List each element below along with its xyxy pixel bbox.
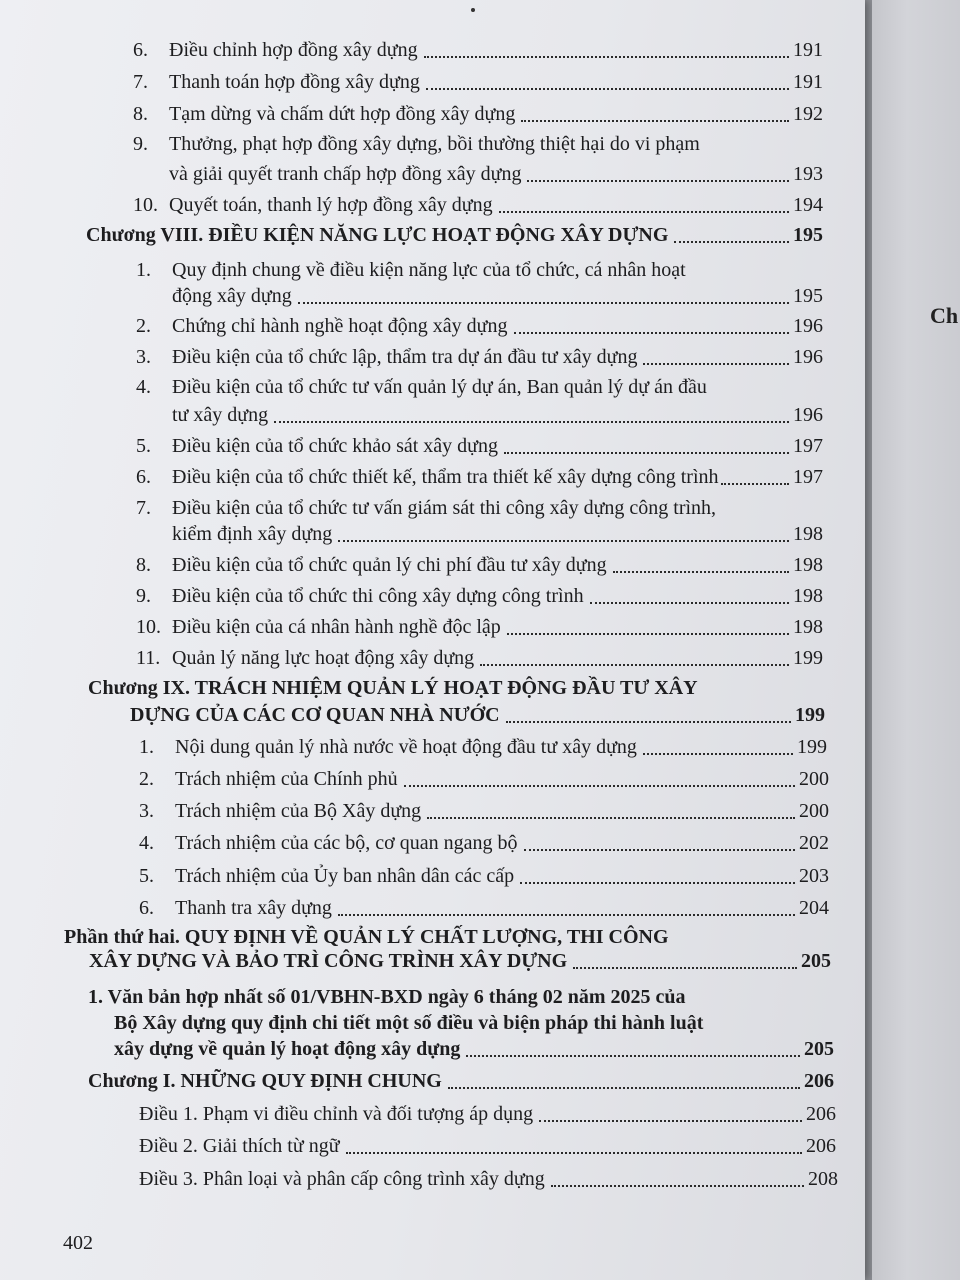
toc-entry xyxy=(139,1131,836,1161)
toc-entry-page: 198 xyxy=(793,554,823,576)
toc-entry-title: Điều kiện của tổ chức quản lý chi phí đầu tư xây dựng xyxy=(172,554,607,576)
toc-entry-title: Quyết toán, thanh lý hợp đồng xây dựng xyxy=(169,194,493,216)
toc-entry-page: 206 xyxy=(806,1103,836,1125)
next-page-edge xyxy=(872,0,960,1280)
toc-entry-number: 8. xyxy=(136,554,151,576)
toc-entry-page: 200 xyxy=(799,768,829,790)
toc-entry-page: 197 xyxy=(793,466,823,488)
toc-entry-title: Nội dung quản lý nhà nước về hoạt động đầu tư xây dựng xyxy=(175,736,637,758)
toc-entry-page: 198 xyxy=(793,523,823,545)
toc-entry-first-line xyxy=(136,372,707,402)
toc-entry-title-cont: và giải quyết tranh chấp hợp đồng xây dựng xyxy=(169,163,522,185)
toc-part-continuation xyxy=(89,946,831,976)
toc-entry-title-cont: động xây dựng xyxy=(172,285,292,307)
toc-entry-title: Trách nhiệm của các bộ, cơ quan ngang bộ xyxy=(175,832,518,854)
dot-leader xyxy=(507,625,789,635)
toc-entry-number: 3. xyxy=(139,800,154,822)
toc-entry-title: Quản lý năng lực hoạt động xây dựng xyxy=(172,647,475,669)
toc-entry-page: 196 xyxy=(793,346,823,368)
toc-entry-number: 6. xyxy=(139,897,154,919)
toc-entry-title: Quy định chung về điều kiện năng lực của tổ chức, cá nhân hoạt xyxy=(172,259,686,281)
toc-chapter-first-line xyxy=(88,673,698,703)
toc-entry-first-line xyxy=(133,129,700,159)
dot-leader xyxy=(448,1079,800,1089)
toc-entry xyxy=(136,581,823,611)
toc-entry-page: 202 xyxy=(799,832,829,854)
toc-entry-title-cont: tư xây dựng xyxy=(172,404,269,426)
toc-entry-title: Trách nhiệm của Chính phủ xyxy=(175,768,398,790)
toc-entry-page: 195 xyxy=(793,224,823,246)
dot-leader xyxy=(427,809,795,819)
toc-entry-page: 204 xyxy=(799,897,829,919)
toc-entry-title: Điều 2. Giải thích từ ngữ xyxy=(139,1135,340,1157)
toc-entry-page: 199 xyxy=(795,704,825,726)
toc-entry-page: 208 xyxy=(808,1168,838,1190)
toc-entry-continuation xyxy=(172,281,823,311)
toc-entry-title-cont: kiểm định xây dựng xyxy=(172,523,333,545)
toc-entry-title: Điều kiện của tổ chức thiết kế, thẩm tra thiết kế xây dựng công trình xyxy=(172,466,719,488)
toc-entry xyxy=(133,99,823,129)
toc-entry-page: 192 xyxy=(793,103,823,125)
dot-leader xyxy=(298,294,789,304)
toc-entry-title: Tạm dừng và chấm dứt hợp đồng xây dựng xyxy=(169,103,516,125)
toc-entry-title: Thưởng, phạt hợp đồng xây dựng, bồi thường thiệt hại do vi phạm xyxy=(169,133,700,155)
toc-entry-number: 6. xyxy=(133,39,148,61)
toc-entry-number: 11. xyxy=(136,647,161,669)
toc-entry-page: 191 xyxy=(793,71,823,93)
dot-leader xyxy=(466,1047,800,1057)
toc-entry-continuation xyxy=(172,519,823,549)
toc-entry-title: Điều kiện của tổ chức tư vấn quản lý dự án, Ban quản lý dự án đầu xyxy=(172,376,707,398)
toc-entry-title: Điều kiện của tổ chức khảo sát xây dựng xyxy=(172,435,499,457)
toc-entry xyxy=(136,643,823,673)
toc-entry xyxy=(136,342,823,372)
dot-leader xyxy=(426,80,789,90)
page-number: 402 xyxy=(63,1232,93,1254)
toc-entry xyxy=(139,796,829,826)
next-page-fragment: Ch xyxy=(930,303,959,328)
toc-entry-continuation xyxy=(172,400,823,430)
toc-entry-number: 6. xyxy=(136,466,151,488)
toc-entry xyxy=(133,35,823,65)
toc-chapter xyxy=(88,1066,834,1096)
toc-entry-title: Điều 3. Phân loại và phân cấp công trình xây dựng xyxy=(139,1168,545,1190)
toc-entry-number: 7. xyxy=(136,497,151,519)
toc-entry-number: 1. xyxy=(139,736,154,758)
dot-leader xyxy=(527,172,789,182)
toc-entry-title: Chứng chỉ hành nghề hoạt động xây dựng xyxy=(172,315,508,337)
toc-entry-page: 191 xyxy=(793,39,823,61)
toc-document-title-cont2: xây dựng về quản lý hoạt động xây dựng xyxy=(114,1038,461,1060)
dot-leader xyxy=(674,233,789,243)
toc-entry-number: 4. xyxy=(136,376,151,398)
toc-entry-page: 194 xyxy=(793,194,823,216)
toc-entry xyxy=(136,311,823,341)
dot-leader xyxy=(643,745,793,755)
toc-part-title-cont: XÂY DỰNG VÀ BẢO TRÌ CÔNG TRÌNH XÂY DỰNG xyxy=(89,950,568,972)
toc-entry-number: 8. xyxy=(133,103,148,125)
toc-entry-number: 2. xyxy=(139,768,154,790)
dot-leader xyxy=(613,563,789,573)
dot-leader xyxy=(338,532,789,542)
toc-entry-page: 199 xyxy=(793,647,823,669)
toc-document-title-cont: Bộ Xây dựng quy định chi tiết một số điều và biện pháp thi hành luật xyxy=(114,1012,704,1034)
toc-entry-title: Thanh toán hợp đồng xây dựng xyxy=(169,71,420,93)
toc-chapter-title-cont: DỰNG CỦA CÁC CƠ QUAN NHÀ NƯỚC xyxy=(130,704,500,726)
toc-entry-number: 9. xyxy=(136,585,151,607)
toc-entry xyxy=(139,828,829,858)
toc-entry-page: 199 xyxy=(797,736,827,758)
dot-leader xyxy=(590,594,789,604)
dot-leader xyxy=(346,1144,802,1154)
toc-entry-page: 197 xyxy=(793,435,823,457)
toc-entry xyxy=(139,1164,838,1194)
toc-entry xyxy=(133,67,823,97)
dot-leader xyxy=(424,48,789,58)
toc-chapter-title: Chương I. NHỮNG QUY ĐỊNH CHUNG xyxy=(88,1070,442,1092)
toc-entry-title: Thanh tra xây dựng xyxy=(175,897,332,919)
toc-entry-number: 5. xyxy=(139,865,154,887)
toc-entry-number: 10. xyxy=(136,616,161,638)
toc-entry xyxy=(136,431,823,461)
toc-entry-number: 2. xyxy=(136,315,151,337)
toc-entry-page: 200 xyxy=(799,800,829,822)
dot-leader xyxy=(504,444,789,454)
toc-entry-number: 3. xyxy=(136,346,151,368)
toc-entry-title: Trách nhiệm của Bộ Xây dựng xyxy=(175,800,422,822)
toc-entry-title: Điều kiện của tổ chức lập, thẩm tra dự án đầu tư xây dựng xyxy=(172,346,638,368)
toc-entry-page: 198 xyxy=(793,616,823,638)
toc-entry-title: Trách nhiệm của Ủy ban nhân dân các cấp xyxy=(175,865,515,887)
toc-entry-title: Điều chỉnh hợp đồng xây dựng xyxy=(169,39,418,61)
dot-leader xyxy=(524,841,795,851)
toc-entry-page: 196 xyxy=(793,315,823,337)
toc-part-title: Phần thứ hai. QUY ĐỊNH VỀ QUẢN LÝ CHẤT LƯỢNG, THI CÔNG xyxy=(64,926,669,948)
dot-leader xyxy=(573,959,797,969)
toc-entry-number: 5. xyxy=(136,435,151,457)
toc-entry-page: 196 xyxy=(793,404,823,426)
toc-entry-title: Điều kiện của tổ chức thi công xây dựng công trình xyxy=(172,585,584,607)
dot-leader xyxy=(404,777,795,787)
toc-entry xyxy=(136,462,823,492)
toc-entry xyxy=(139,732,827,762)
toc-chapter-continuation xyxy=(130,700,825,730)
toc-entry-page: 205 xyxy=(804,1038,834,1060)
toc-chapter-title: Chương VIII. ĐIỀU KIỆN NĂNG LỰC HOẠT ĐỘNG XÂY DỰNG xyxy=(86,224,669,246)
toc-entry xyxy=(133,190,823,220)
toc-entry-number: 10. xyxy=(133,194,158,216)
toc-entry-number: 1. xyxy=(136,259,151,281)
toc-document-title: 1. Văn bản hợp nhất số 01/VBHN-BXD ngày 6 tháng 02 năm 2025 của xyxy=(88,986,686,1008)
dot-leader xyxy=(539,1112,802,1122)
toc-entry-number: 7. xyxy=(133,71,148,93)
toc-entry-page: 203 xyxy=(799,865,829,887)
toc-entry-title: Điều kiện của tổ chức tư vấn giám sát thi công xây dựng công trình, xyxy=(172,497,717,519)
toc-entry-continuation xyxy=(169,159,823,189)
toc-entry xyxy=(139,893,829,923)
dot-leader xyxy=(721,475,789,485)
toc-entry-page: 205 xyxy=(801,950,831,972)
toc-entry-page: 195 xyxy=(793,285,823,307)
dot-leader xyxy=(338,906,795,916)
toc-entry xyxy=(139,764,829,794)
toc-entry xyxy=(136,550,823,580)
toc-entry-number: 9. xyxy=(133,133,148,155)
dot-leader xyxy=(274,413,789,423)
toc-entry-title: Điều kiện của cá nhân hành nghề độc lập xyxy=(172,616,501,638)
dot-leader xyxy=(521,112,789,122)
dot-leader xyxy=(506,713,791,723)
dot-leader xyxy=(551,1177,804,1187)
toc-document-continuation xyxy=(114,1034,834,1064)
toc-entry xyxy=(139,861,829,891)
toc-entry xyxy=(136,612,823,642)
dot-leader xyxy=(514,324,789,334)
dot-leader xyxy=(480,656,789,666)
dot-leader xyxy=(520,874,795,884)
toc-entry-number: 4. xyxy=(139,832,154,854)
toc-entry xyxy=(139,1099,836,1129)
toc-chapter xyxy=(86,220,823,250)
toc-entry-page: 206 xyxy=(806,1135,836,1157)
toc-entry-title: Điều 1. Phạm vi điều chỉnh và đối tượng áp dụng xyxy=(139,1103,534,1125)
toc-entry-page: 198 xyxy=(793,585,823,607)
toc-chapter-title: Chương IX. TRÁCH NHIỆM QUẢN LÝ HOẠT ĐỘNG ĐẦU TƯ XÂY xyxy=(88,677,698,699)
toc-entry-page: 193 xyxy=(793,163,823,185)
dot-leader xyxy=(643,355,789,365)
toc-entry-page: 206 xyxy=(804,1070,834,1092)
dot-leader xyxy=(499,203,789,213)
